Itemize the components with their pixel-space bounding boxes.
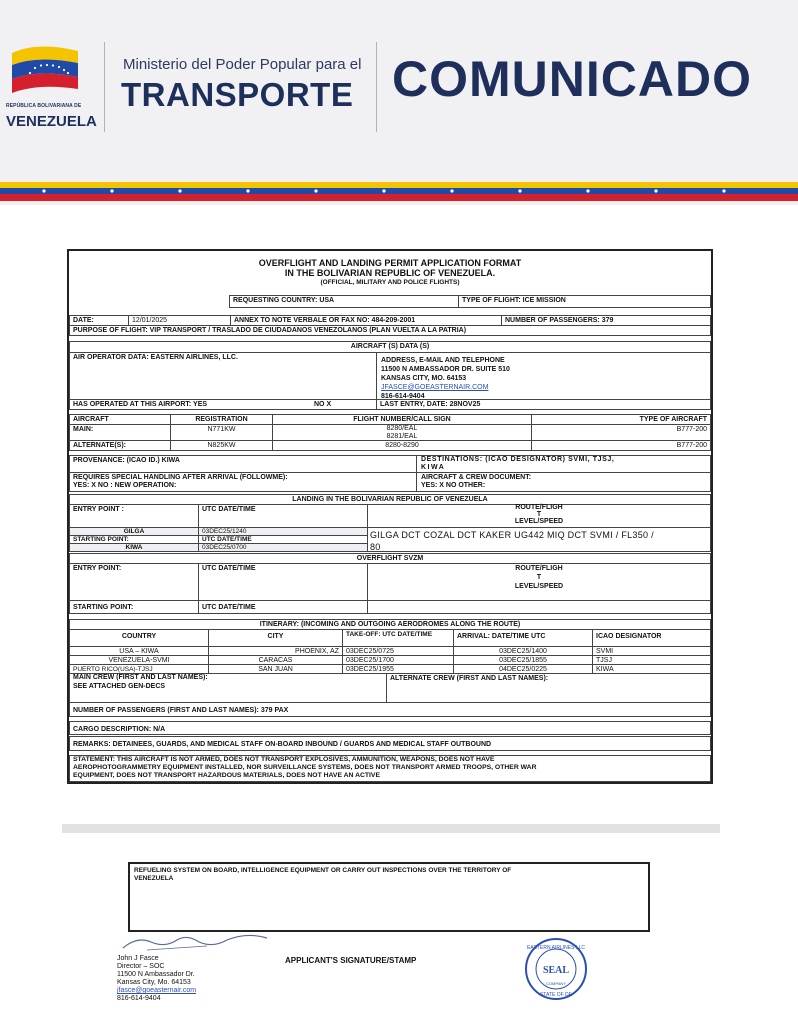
entry-point-value: GILGA [69, 527, 199, 536]
signer-email[interactable]: jfasce@goeasternair.com [117, 987, 197, 994]
itinerary-header: ITINERARY: (INCOMING AND OUTGOING AERODROMES ALONG THE ROUTE) [69, 619, 711, 630]
route-line-2: 80 [370, 542, 381, 552]
last-entry: LAST ENTRY, DATE: 28NOV25 [376, 399, 711, 410]
ovf-start-route [367, 600, 711, 614]
itin-row-1-takeoff: 03DEC25/0725 [342, 646, 454, 656]
ovf-route-t: T [536, 574, 542, 581]
aircraft-data-header: AIRCRAFT (S) DATA (S) [69, 341, 711, 353]
page-title: COMUNICADO [392, 51, 752, 107]
date-value: 12/01/2025 [128, 315, 231, 326]
main-flight-1: 8280/EAL [386, 425, 418, 432]
itin-col-country: COUNTRY [69, 629, 209, 647]
entry-time-value: 03DEC25/1240 [198, 527, 368, 536]
overflight-header: OVERFLIGHT SVZM [69, 553, 711, 564]
alternate-registration: N825KW [170, 440, 273, 451]
main-crew-value: SEE ATTACHED GEN-DECS [73, 683, 166, 690]
company-seal-stamp [510, 937, 602, 1001]
alternate-label: ALTERNATE(S): [69, 440, 171, 451]
itin-row-1-city: PHOENIX, AZ [208, 646, 343, 656]
phone-number: 816-614-9404 [381, 393, 425, 400]
header-divider-2 [376, 42, 377, 132]
landing-header: LANDING IN THE BOLIVARIAN REPUBLIC OF VENEZUELA [69, 494, 711, 505]
itin-row-1-icao: SVMI [592, 646, 711, 656]
main-flight-2: 8281/EAL [386, 433, 418, 440]
refueling-box [128, 862, 650, 932]
alternate-crew: ALTERNATE CREW (FIRST AND LAST NAMES): [386, 673, 711, 703]
route-label-t: T [536, 511, 542, 518]
destinations-2: KIWA [421, 464, 446, 471]
email-link[interactable]: JFASCE@GOEASTERNAIR.COM [381, 384, 489, 391]
refueling-line-1: REFUELING SYSTEM ON BOARD, INTELLIGENCE EQUIPMENT OR CARRY OUT INSPECTIONS OVER THE TERRITORY OF [134, 867, 512, 874]
signer-title: Director – SOC [117, 963, 165, 970]
passenger-count: NUMBER OF PASSENGERS: 379 [501, 315, 711, 326]
main-type: B777-200 [531, 424, 711, 441]
form-note: (OFFICIAL, MILITARY AND POLICE FLIGHTS) [320, 279, 460, 286]
cargo-description: CARGO DESCRIPTION: N/A [69, 721, 711, 735]
ovf-route-label: ROUTE/FLIGH [515, 565, 563, 572]
itin-col-city: CITY [208, 629, 343, 647]
flag-stripes [0, 182, 798, 202]
col-registration: REGISTRATION [170, 414, 273, 425]
itin-row-2-icao: TJSJ [592, 655, 711, 665]
main-registration: N771KW [170, 424, 273, 441]
statement-line-3: EQUIPMENT, DOES NOT TRANSPORT HAZARDOUS MATERIALS, DOES NOT HAVE AN ACTIVE [73, 772, 381, 779]
operated-no: NO X [314, 401, 332, 408]
main-label: MAIN: [69, 424, 171, 441]
air-operator [69, 352, 377, 400]
itin-col-icao: ICAO DESIGNATOR [592, 629, 711, 647]
form-subtitle: IN THE BOLIVARIAN REPUBLIC OF VENEZUELA. [284, 268, 496, 278]
destinations: DESTINATIONS: (ICAO DESIGNATOR) SVMI, TJSJ, [421, 456, 615, 463]
itin-col-takeoff: TAKE-OFF: UTC DATE/TIME [342, 629, 454, 647]
start-point-value: KIWA [69, 543, 199, 552]
operated-yes: HAS OPERATED AT THIS AIRPORT: YES [73, 401, 208, 408]
seal-bottom-text: STATE OF DE [539, 992, 573, 998]
signer-city: Kansas City, Mo. 64153 [117, 979, 191, 986]
header-divider [104, 42, 105, 132]
handling-question: REQUIRES SPECIAL HANDLING AFTER ARRIVAL (FOLLOWME): [73, 474, 288, 481]
col-type: TYPE OF AIRCRAFT [531, 414, 711, 425]
alternate-type: B777-200 [531, 440, 711, 451]
ovf-start-utc-label: UTC DATE/TIME [198, 600, 368, 614]
itin-col-arrival: ARRIVAL: DATE/TIME UTC [453, 629, 593, 647]
signature-label: APPLICANT'S SIGNATURE/STAMP [285, 956, 417, 965]
seal-company-text: COMPANY [546, 981, 566, 986]
level-speed-label: LEVEL/SPEED [514, 518, 564, 525]
republic-label: REPÚBLICA BOLIVARIANA DE [6, 103, 82, 109]
provenance: PROVENANCE: (ICAO ID.) KIWA [69, 455, 417, 473]
permit-form [67, 249, 713, 784]
requesting-country: REQUESTING COUNTRY: USA [229, 295, 459, 308]
handling-answers: YES: X NO : NEW OPERATION: [73, 482, 177, 489]
signer-name: John J Fasce [117, 955, 159, 962]
ministry-name: TRANSPORTE [121, 76, 354, 113]
ovf-start-label: STARTING POINT: [69, 600, 199, 614]
address-line-2: KANSAS CITY, MO. 64153 [381, 375, 467, 382]
refueling-line-2: VENEZUELA [134, 875, 174, 882]
entry-utc-label: UTC DATE/TIME [198, 504, 368, 528]
ovf-utc-label: UTC DATE/TIME [198, 563, 368, 601]
itin-row-2-city: CARACAS [208, 655, 343, 665]
crew-document-label: AIRCRAFT & CREW DOCUMENT: [421, 474, 532, 481]
route-label: ROUTE/FLIGH [515, 504, 563, 511]
date-label: DATE: [69, 315, 129, 326]
annex-fax: ANNEX TO NOTE VERBALE OR FAX NO: 484-209-2001 [230, 315, 502, 326]
start-time-value: 03DEC25/0700 [198, 543, 368, 552]
ministry-label: Ministerio del Poder Popular para el [123, 56, 362, 73]
ovf-level-label: LEVEL/SPEED [514, 583, 564, 590]
form-title: OVERFLIGHT AND LANDING PERMIT APPLICATION FORMAT [258, 258, 522, 268]
handwritten-signature [117, 928, 287, 954]
itin-row-1-arrival: 03DEC25/1400 [453, 646, 593, 656]
type-of-flight: TYPE OF FLIGHT: ICE MISSION [458, 295, 711, 308]
address-label: ADDRESS, E-MAIL AND TELEPHONE [381, 357, 505, 364]
signer-address: 11500 N Ambassador Dr. [117, 971, 195, 978]
ovf-entry-label: ENTRY POINT: [69, 563, 199, 601]
statement-line-2: AEROPHOTOGRAMMETRY EQUIPMENT INSTALLED, NOR SURVEILLANCE SYSTEMS, DOES NOT TRANSPORT ARMED TROOPS, OTHER WAR [73, 764, 537, 771]
alternate-flight: 8280-8290 [272, 440, 532, 451]
itin-row-2-country: VENEZUELA-SVMI [69, 655, 209, 665]
remarks: REMARKS: DETAINEES, GUARDS, AND MEDICAL STAFF ON-BOARD INBOUND / GUARDS AND MEDICAL STAFF OUTBOUND [69, 736, 711, 751]
col-flight-number: FLIGHT NUMBER/CALL SIGN [272, 414, 532, 425]
statement-line-1: STATEMENT: THIS AIRCRAFT IS NOT ARMED, DOES NOT TRANSPORT EXPLOSIVES, AMMUNITION, WEAPONS, DOES NOT HAVE [73, 756, 495, 763]
starting-point-label: STARTING POINT: [69, 535, 199, 544]
itin-row-3-takeoff: 03DEC25/1955 [342, 664, 454, 674]
itin-row-3-country: PUERTO RICO(USA)-TJSJ [69, 664, 209, 674]
itin-row-3-city: SAN JUAN [208, 664, 343, 674]
itin-row-3-arrival: 04DEC25/0225 [453, 664, 593, 674]
air-operator-text: AIR OPERATOR DATA: EASTERN AIRLINES, LLC. [73, 354, 238, 361]
start-utc-label: UTC DATE/TIME [198, 535, 368, 544]
itin-row-2-arrival: 03DEC25/1855 [453, 655, 593, 665]
itin-row-3-icao: KIWA [592, 664, 711, 674]
page-separator [62, 824, 720, 833]
itin-row-2-takeoff: 03DEC25/1700 [342, 655, 454, 665]
col-aircraft: AIRCRAFT [69, 414, 171, 425]
route-line-1: GILGA DCT COZAL DCT KAKER UG442 MIQ DCT SVMI / FL350 / [370, 530, 654, 540]
entry-point-label: ENTRY POINT : [69, 504, 199, 528]
seal-top-text: EASTERN AIRLINES LLC [526, 945, 586, 951]
signer-phone: 816-614-9404 [117, 995, 161, 1002]
country-label: VENEZUELA [6, 113, 97, 130]
address-line-1: 11500 N AMBASSADOR DR. SUITE 510 [381, 366, 510, 373]
passenger-names: NUMBER OF PASSENGERS (FIRST AND LAST NAMES): 379 PAX [69, 702, 711, 717]
crew-document-answers: YES: X NO OTHER: [421, 482, 486, 489]
purpose-of-flight: PURPOSE OF FLIGHT: VIP TRANSPORT / TRASLADO DE CIUDADANOS VENEZOLANOS (PLAN VUELTA A LA PATRIA) [69, 325, 711, 336]
main-crew-label: MAIN CREW (FIRST AND LAST NAMES): [73, 674, 208, 681]
header-banner [0, 0, 798, 205]
seal-center-text: SEAL [542, 965, 570, 976]
venezuela-flag-logo [8, 43, 80, 97]
itin-row-1-country: USA – KIWA [69, 646, 209, 656]
